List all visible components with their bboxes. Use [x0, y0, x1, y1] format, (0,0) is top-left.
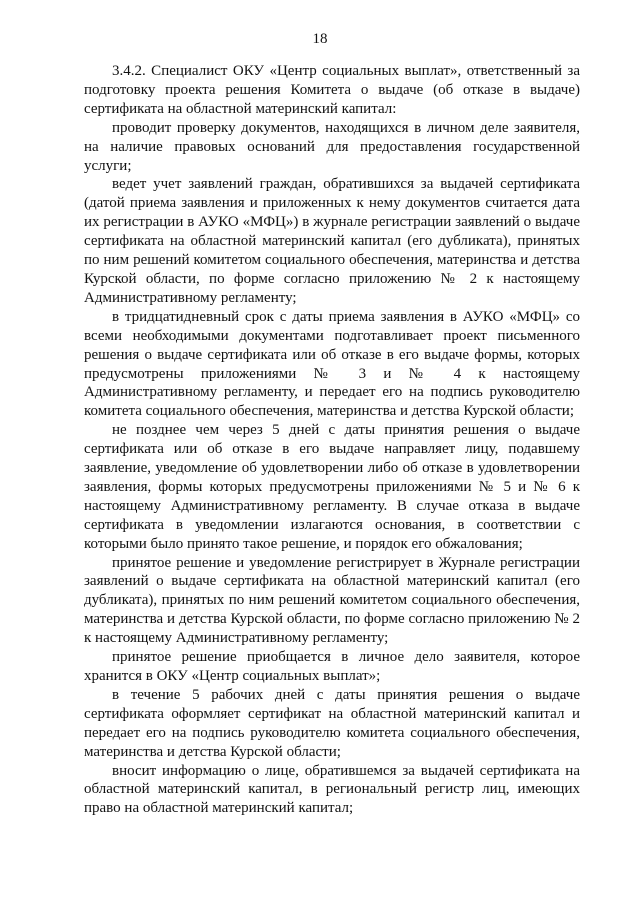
paragraph-document-check: проводит проверку документов, находящихся в личном деле заявителя, на наличие правовых оснований для предоставления государственной услуги; [84, 119, 580, 174]
paragraph-decision-registration: принятое решение и уведомление регистрирует в Журнале регистрации заявлений о выдаче сертификата на областной материнский капитал (его дубликата), принятых по ним решений комитетом социального обеспечения, материнства и детства Курской области, по форме согласно приложению № 2 к настоящему Административному регламенту; [84, 554, 580, 647]
paragraph-application-registry: ведет учет заявлений граждан, обратившихся за выдачей сертификата (датой приема заявления и приложенных к нему документов считается дата их регистрации в АУКО «МФЦ») в журнале регистрации заявлений о выдаче сертификата на областной материнский капитал (его дубликата), принятых по ним решений комитетом социального обеспечения, материнства и детства Курской области, по форме согласно приложению № 2 к настоящему Административному регламенту; [84, 176, 580, 306]
paragraph-3-4-2-intro: 3.4.2. Специалист ОКУ «Центр социальных выплат», ответственный за подготовку проекта решения Комитета о выдаче (об отказе в выдаче) сертификата на областной материнский капитал: [84, 63, 580, 117]
paragraph-personal-file: принятое решение приобщается в личное дело заявителя, которое хранится в ОКУ «Центр социальных выплат»; [84, 649, 580, 684]
paragraph-thirty-day-decision: в тридцатидневный срок с даты приема заявления в АУКО «МФЦ» со всеми необходимыми документами подготавливает проект письменного решения о выдаче сертификата или об отказе в его выдаче формы, которых предусмотрены приложениями № 3 и № 4 к настоящему Административному регламенту, и передает его на подпись руководителю комитета социального обеспечения, материнства и детства Курской области; [84, 308, 580, 420]
paragraph-regional-register: вносит информацию о лице, обратившемся за выдачей сертификата на областной материнский капитал, в региональный регистр лиц, имеющих право на областной материнский капитал; [84, 762, 580, 817]
document-body [84, 62, 580, 818]
page-number: 18 [312, 31, 328, 47]
paragraph-certificate-issuance: в течение 5 рабочих дней с даты принятия решения о выдаче сертификата оформляет сертификат на областной материнский капитал и передает его на подпись руководителю комитета социального обеспечения, материнства и детства Курской области; [84, 686, 580, 760]
paragraph-notification: не позднее чем через 5 дней с даты принятия решения о выдаче сертификата или об отказе в его выдаче направляет лицу, подавшему заявление, уведомление об удовлетворении либо об отказе в удовлетворении заявления, формы которых предусмотрены приложениями № 5 и № 6 к настоящему Административному регламенту. В случае отказа в выдаче сертификата в уведомлении излагаются основания, в соответствии с которыми было принято такое решение, и порядок его обжалования; [84, 422, 580, 552]
